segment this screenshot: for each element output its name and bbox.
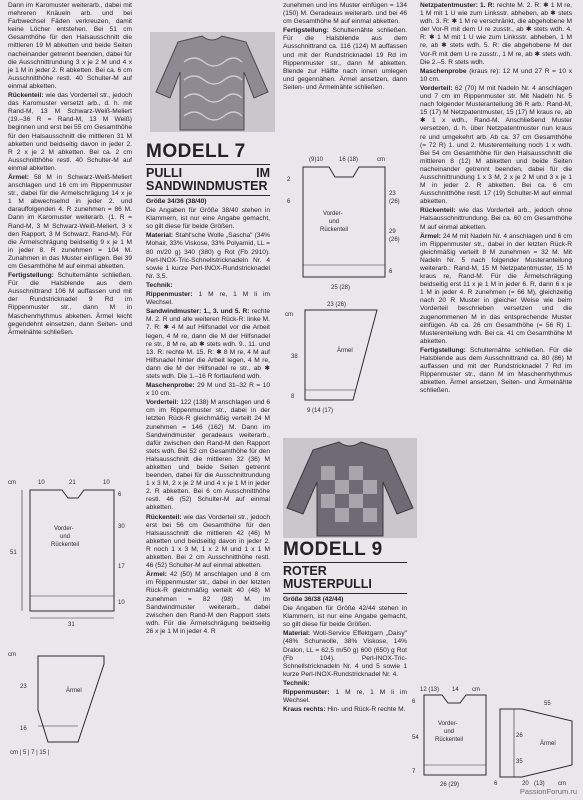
- heading-material: Material:: [283, 630, 311, 638]
- label-back: Rückenteil: [320, 227, 349, 233]
- text: wie das Vorderteil str., jedoch erst bei 56 cm Gesamthöhe für den Halsausschnitt die mittleren 42 (46) M abketten und beidseitig davon in jeder 2. R noch 1 x 3 M, 1 x 2 M und 1 x 1 M abketten. Bei 2 cm Ausschnitthöhe restl. 46 (52) Schulter-M auf einmal abketten.: [146, 513, 270, 570]
- unit-label: cm: [8, 652, 16, 658]
- label-sleeve: Ärmel: [66, 688, 82, 694]
- paragraph: [420, 207, 572, 231]
- text: 62 (70) M mit Nadeln Nr. 4 anschlagen und 7 cm im Rippenmuster str. Mit Nadeln Nr. 5 nach folgender Musteranteilung 36 R arb.: Rand-M, 15 (17) M Netzpatentmuster, 15 (17) M kraus re, ab ✱ 1 x wdh., Rand-M. Anschließend Muster versetzen, d. h. über Netzpatentmuster nun kraus re und umgekehrt arb. Ab ca. 37 cm Gesamthöhe (= 72 R) 1. und 2. Musterenteilung noch 1 x wdh. Bei 54 cm Gesamthöhe für den Halsausschnitt die mittleren 8 (12) M abketten und beide Seiten nacheinander getrennt beenden, dabei für die Ausschnittrundung 1 x 3 M, 2 x je 2 M und 3 x je 1 M in jeder 2. R abketten. Bei ca. 6 cm Ausschnitthöhe restl. 17 (19) Schulter-M auf einmal abketten.: [420, 84, 572, 206]
- text: Woll-Service Effektgarn „Daisy" (48% Schurwolle, 38% Viskose, 14% Dralon, LL = 62,5 m/50 g) 600 (650) g Rot (Fb 104). Perl-INOX-Tric-Schnellstricknadeln Nr. 4 und 5 sowie 1 kurze Perl-INOX-Rundstricknadel Nr. 4.: [283, 630, 407, 678]
- dim-right-4: (26): [389, 237, 400, 243]
- dim-top: 23 (26): [327, 302, 347, 308]
- sweater-photo-model9: [283, 438, 417, 538]
- label-and: und: [329, 219, 340, 225]
- text: rechte M. 2. R: ✱ 1 M re, 1 M mit 1 U wie zum Linksstr. abheben, ab ✱ stets wdh. 3. R: ✱ 1 M re verschränkt, die abgehobene M der Vor-R mit dem U re zusstr., ab ✱ stets wdh. 4. R: ✱ 1 M mit 1 U wie zum Linksstr. abheben, 1 M re, ab ✱ stets wdh. 5. R: die abgehobene M der Vor-R mit dem U re zusstr., 1 M re, ab ✱ stets wdh. Die 2.–5. R stets wdh.: [420, 2, 572, 66]
- dim-bottom: 31: [68, 622, 75, 628]
- paragraph: [8, 272, 132, 337]
- dim-top-2: 16 (18): [339, 157, 359, 163]
- heading-finishing: Fertigstellung:: [8, 272, 54, 280]
- paragraph: zunehmen und ins Muster einfügen = 134 (150) M. Geradeaus weiterarb. und bei 46 cm Gesamthöhe M auf einmal abketten.: [283, 2, 407, 26]
- text: Schulternähte schließen. Für die Halsblende aus dem Ausschnittrand ca. 116 (124) M auffassen und mit der Rundstricknadel 19 Rd im Rippenmuster str., dann M abketten. Blende zur Hälfte nach innen umlegen und gegennähen. Ärmel ansetzen, dann Seiten- und Ärmelnähte schließen.: [283, 27, 407, 91]
- dim-right-5: 6: [389, 269, 393, 275]
- paragraph: [420, 2, 572, 67]
- text: 24 M mit Nadeln Nr. 4 anschlagen und 6 cm im Rippenmuster str., dabei in der letzten Rück-R gleichmäßig verteilt 8 M zunehmen = 32 M. Mit Nadeln Nr. 5 nach folgender Musteranteilung weiterarb.: Rand-M, 15 M Netzpatentmuster, 15 M kraus re, Rand-M. Für die Ärmelschrägung beidseitig erst 11 x je 1 M in jeder 6. R, dann 6 x je 1 M in jeder 4. R zunehmen (= 66 M), gleichzeitig nach 20 R Muster in gleicher Weise wie beim Vorderteil beschrieben versetzen und die zugenommenen M in das entsprechende Muster einfügen. Ab ca. 26 cm Gesamthöhe (= 56 R) 1. Musterenteilung wdh. Bei ca. 41 cm Gesamthöhe M abketten.: [420, 232, 572, 345]
- heading-pattern: Sandwindmuster: 1., 3. und 5. R:: [146, 308, 250, 316]
- paragraph: [420, 85, 572, 206]
- paragraph: [146, 399, 270, 512]
- diagram-body-model8: [8, 478, 133, 628]
- text: wie das Vorderteil str., jedoch das Karomuster versetzt arb., d. h. mit Rand-M, 13 M Schwarz-Weiß-Meliert (19.–36 R = Rand-M, 13 M Weiß) beginnen und erst bei 55 cm Gesamthöhe für den Halsausschnitt die mittleren 31 M abketten und beidseitig davon in jeder 2. R 2 x je 2 M abketten. Bei ca. 2 cm Ausschnitthöhe restl. 40 Schulter-M auf einmal abketten.: [8, 92, 132, 172]
- dim-height: 51: [10, 550, 17, 556]
- dim-top-2: 14: [452, 687, 459, 693]
- dim-v2: 35: [516, 759, 523, 765]
- heading-net-pattern: Netzpatentmuster: 1. R:: [420, 2, 495, 9]
- text: Schulternähte schließen. Für die Halsblende aus dem Ausschnittrand 106 M auffassen und mit der Rundstricknadel 9 Rd im Rippenmuster str., dann M in Maschenrhythmus abketten. Ärmel leicht gegendehnt einsetzen, dann Seiten- und Ärmelnähte schließen.: [8, 272, 132, 336]
- paragraph: [8, 92, 132, 173]
- paragraph: Dann im Karomuster weiterarb., dabei mit mehreren Knäueln arb. und bei Farbwechsel Fäden verkreuzen, damit keine Löcher entstehen. Bei 51 cm Gesamthöhe für den Halsausschnitt die mittleren 19 M abketten und beide Seiten nacheinander getrennt beenden, dabei für die Ausschnittrundung 3 x je 2 M und 4 x je 1 M in jeder 2. R abketten. Bei ca. 6 cm Ausschnitthöhe restl. 40 Schulter-M auf einmal abketten.: [8, 2, 132, 90]
- text: 1 M re, 1 M li im Wechsel.: [146, 291, 270, 307]
- heading-material: Material:: [146, 232, 174, 240]
- paragraph: Die Angaben für Größe 42/44 stehen in Klammern, ist nur eine Angabe gemacht, so gilt diese für beide Größen.: [283, 605, 407, 629]
- dim-top-right: 10: [103, 480, 110, 486]
- heading-finishing: Fertigstellung:: [283, 27, 329, 35]
- dim-left-bottom: 6: [494, 781, 498, 787]
- dim-left-bottom: 8: [291, 394, 295, 400]
- text: 122 (138) M anschlagen und 6 cm im Rippenmuster str., dabei in der letzten Rück-R gleichmäßig verteilt 24 M zunehmen = 146 (162) M. Dann im Sandwindmuster geradeaus weiterarb., dafür zwischen den Rand-M den Rapport stets wdh. Bei 52 cm Gesamthöhe für den Halsausschnitt die mittleren 32 (36) M abketten und beide Seiten getrennt beenden, dabei für die Ausschnittrundung 1 x 3 M, 2 x je 2 M und 4 x je 1 M in jeder 2. R abketten. Bei 6 cm Ausschnitthöhe restl. 46 (52) Schulter-M auf einmal abketten.: [146, 399, 270, 512]
- dim-left-1: 2: [287, 177, 291, 183]
- text: rechte M. 2. R und alle weiteren Rück-R: linke M. 7. R: ✱ 4 M auf Hilfsnadel vor die Arbeit legen, 4 M re, dann die M der Hilfsnadel re str., 8 M re, ab ✱ stets wdh. 9., 11. und 13. R: rechte M. 15. R: ✱ 8 M re, 4 M auf Hilfsnadel hinter die Arbeit legen, 4 M re, dann die M der Hilfsnadel re str., ab ✱ stets wdh. Die 1.–16 R fortlaufend wdh.: [146, 308, 270, 380]
- dim-right-mid2: 17: [118, 564, 125, 570]
- dim-left-2: 6: [287, 199, 291, 205]
- heading-rib: Rippenmuster:: [283, 689, 330, 697]
- text: Schulternähte schließen. Für die Halsblende aus dem Ausschnittrand ca. 80 (86) M auffassen und mit der Rundstricknadel 7 Rd im Rippenmuster str., dann M im Maschenrhythmus abketten. Ärmel ansetzen, Seiten- und Ärmelnähte schließen.: [420, 346, 572, 395]
- label-and: und: [60, 534, 71, 540]
- diagram-body-model7: [283, 155, 408, 295]
- paragraph: [8, 174, 132, 271]
- dim-right-bottom: 10: [118, 600, 125, 606]
- dim-bottom-2: (13): [534, 781, 545, 787]
- unit-label: cm: [472, 687, 480, 693]
- paragraph: [146, 232, 270, 281]
- heading-rib: Rippenmuster:: [146, 291, 193, 299]
- model7-size: Größe 34/36 (38/40): [146, 198, 207, 205]
- paragraph: [283, 689, 407, 705]
- dim-right-top: 6: [118, 492, 122, 498]
- model9-title: MODELL 9: [283, 539, 383, 560]
- diagram-sleeve-model8: [8, 650, 133, 760]
- dim-bottom: 9 (14 (17): [307, 408, 334, 414]
- text: wie das Vorderteil arb., jedoch ohne Halsausschnittrundung. Bei ca. 60 cm Gesamthöhe M auf einmal abketten.: [420, 207, 572, 231]
- text: Hin- und Rück-R rechte M.: [325, 706, 406, 714]
- heading-technique: Technik:: [146, 281, 173, 289]
- model7-subtitle: PULLI IM SANDWINDMUSTER: [146, 166, 270, 193]
- diagram-body-model9: [410, 685, 492, 790]
- heading-sleeve: Ärmel:: [8, 173, 29, 181]
- dim-right-1: 23: [389, 191, 396, 197]
- heading-front: Vorderteil:: [146, 399, 179, 407]
- dim-right-2: (26): [389, 199, 400, 205]
- paragraph: [283, 630, 407, 679]
- dim-left-top: 23: [20, 684, 27, 690]
- text: 29 M und 31–32 R = 10 x 10 cm.: [146, 382, 270, 398]
- diagram-sleeve-model9: [492, 685, 576, 790]
- model7-title: MODELL 7: [146, 141, 246, 162]
- paragraph: [283, 706, 407, 714]
- label-front: Vorder-: [438, 721, 458, 727]
- heading-gauge: Maschenprobe: [420, 67, 467, 75]
- paragraph: [420, 233, 572, 346]
- dim-right-mid: 30: [118, 524, 125, 530]
- unit-label: cm: [285, 312, 293, 318]
- dim-top-1: 12 (13): [420, 687, 440, 693]
- text: 1 M re, 1 M li im Wechsel.: [283, 689, 407, 705]
- heading-back: Rückenteil:: [8, 92, 44, 100]
- dim-left: 54: [412, 735, 419, 741]
- paragraph: [146, 308, 270, 381]
- label-back: Rückenteil: [435, 737, 464, 743]
- column-1: [8, 2, 132, 338]
- dim-right-3: 29: [389, 229, 396, 235]
- dim-bottom: cm | 5 | 7 | 15 |: [10, 750, 50, 756]
- dim-top: 55: [544, 701, 551, 707]
- dim-bottom-1: 20: [522, 781, 529, 787]
- dim-left-top: 6: [412, 699, 416, 705]
- dim-bottom: 26 (29): [440, 782, 460, 788]
- diagram-sleeve-model7: [283, 300, 408, 418]
- dim-left-bottom: 7: [412, 769, 416, 775]
- column-2: [146, 142, 270, 637]
- text: 58 M in Schwarz-Weiß-Meliert anschlagen und 16 cm im Rippenmuster str., dabei für die Armelschrägung 14 x je 1 M abwechselnd in jeder 2. und darauffolgenden 4. R zunehmen = 86 M. Dann im Karomuster weiterarb. (1. R = Rand-M, 3 M Schwarz-Weiß-Meliert, 3 x den Rapport, 3 M Schwarz, Rand-M). Für die Ärmelschrägung beidseitig 9 x je 1 M in jeder 8. R zunehmen = 104 M. Zunahmen in das Muster einfügen. Bei 39 cm Gesamthöhe M auf einmal abketten.: [8, 173, 132, 270]
- paragraph: Die Angaben für Größe 38/40 stehen in Klammern, ist nur eine Angabe gemacht, so gilt diese für beide Größen.: [146, 207, 270, 231]
- dim-top-1: (9)10: [309, 157, 324, 163]
- label-back: Rückenteil: [51, 542, 80, 548]
- paragraph: [420, 68, 572, 84]
- heading-front: Vorderteil:: [420, 84, 453, 92]
- dim-top-mid: 21: [69, 480, 76, 486]
- model9-subtitle: ROTER MUSTERPULLI: [283, 564, 372, 591]
- heading-sleeve: Ärmel:: [420, 232, 441, 240]
- text: (kraus re): 12 M und 27 R = 10 x 10 cm.: [420, 67, 572, 83]
- heading-garter: Kraus rechts:: [283, 706, 326, 714]
- dim-bottom: 25 (28): [331, 285, 351, 291]
- unit-label: cm: [558, 781, 566, 787]
- label-sleeve: Ärmel: [337, 348, 353, 354]
- unit-label: cm: [377, 157, 385, 163]
- column-3: [283, 2, 407, 93]
- site-watermark: PassionForum.ru: [519, 787, 577, 796]
- label-front-back: Vorder-: [54, 526, 74, 532]
- unit-label: cm: [8, 480, 16, 486]
- text: 42 (50) M anschlagen und 8 cm im Rippenmuster str., dabei in der letzten Rück-R gleichmäßig verteilt 40 (48) M zunehmen = 82 (98) M. Im Sandwindmuster weiterarb., dabei zwischen den Rand-M den Rapport stets wdh. Für die Ärmelschrägung beidseitig 26 x je 1 M in jeder 4. R: [146, 571, 270, 635]
- heading-back: Rückenteil:: [146, 513, 182, 521]
- heading-technique: Technik:: [283, 679, 310, 687]
- paragraph: [420, 347, 572, 396]
- dim-v1: 26: [516, 733, 523, 739]
- model9-size: Größe 36/38 (42/44): [283, 596, 344, 603]
- column-4: [420, 2, 572, 397]
- paragraph: [146, 514, 270, 571]
- dim-top-left: 10: [38, 480, 45, 486]
- paragraph: [146, 382, 270, 398]
- paragraph: [146, 291, 270, 307]
- heading-sleeve: Ärmel:: [146, 571, 167, 579]
- column-3-lower: [283, 540, 407, 715]
- heading-gauge: Maschenprobe:: [146, 382, 195, 390]
- paragraph: [283, 27, 407, 92]
- heading-finishing: Fertigstellung:: [420, 346, 466, 354]
- text: Stahl'sche Wolle „Sascha" (34% Mohair, 33% Viskose, 33% Polyamid, LL = 80 m/20 g) 340 (380) g Rot (Fb 2910). Perl-INOX-Tric-Schnellstricknadeln Nr. 4 sowie 1 kurze Perl-INOX-Rundstricknadel Nr. 3,5.: [146, 232, 270, 280]
- sweater-photo-model7: [150, 32, 275, 132]
- label-and: und: [444, 729, 455, 735]
- dim-left: 38: [291, 354, 298, 360]
- dim-left-bottom: 16: [20, 726, 27, 732]
- heading-back: Rückenteil:: [420, 207, 456, 215]
- label-front: Vorder-: [323, 211, 343, 217]
- paragraph: [146, 571, 270, 636]
- label-sleeve: Ärmel: [540, 741, 556, 747]
